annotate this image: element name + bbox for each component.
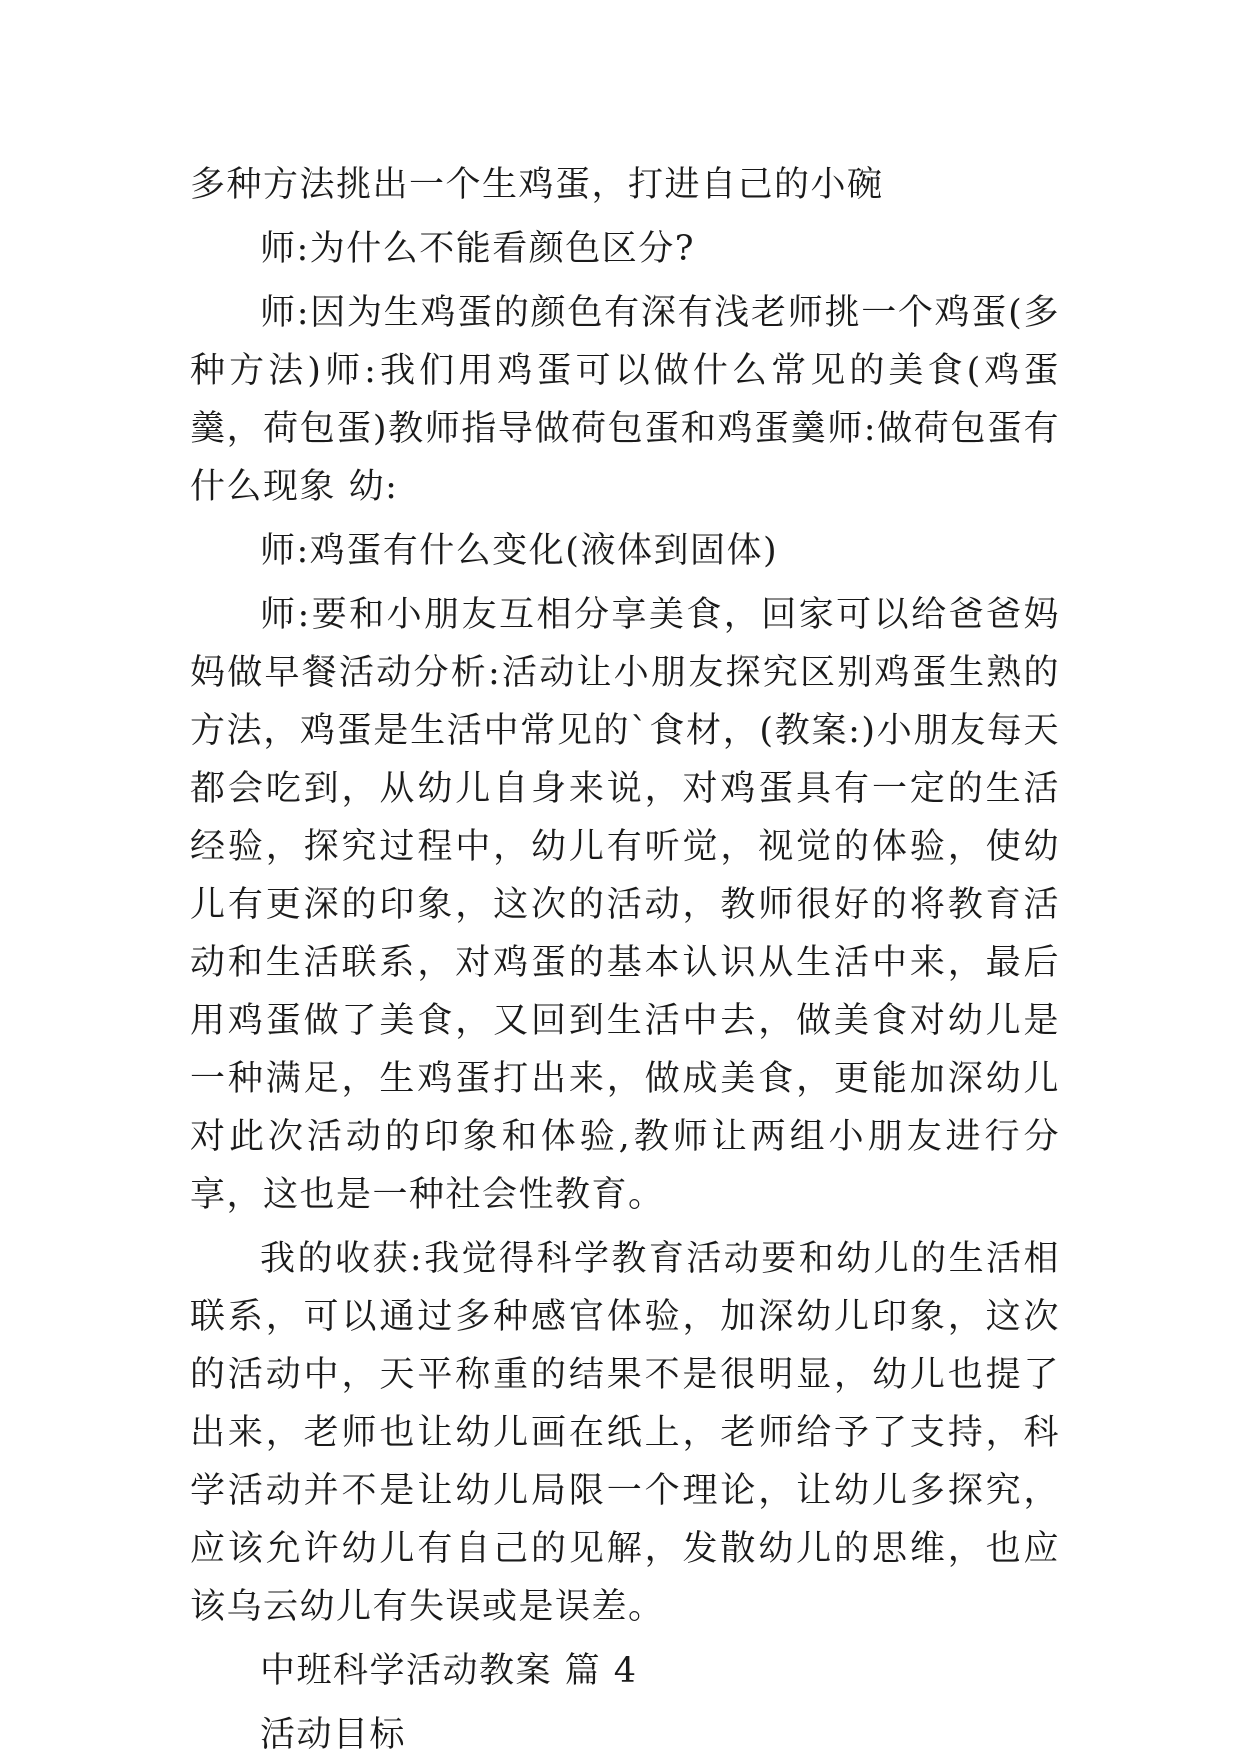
document-body — [190, 156, 1060, 1764]
paragraph-5: 师:要和小朋友互相分享美食，回家可以给爸爸妈妈做早餐活动分析:活动让小朋友探究区别鸡蛋生熟的方法，鸡蛋是生活中常见的`食材，(教案:)小朋友每天都会吃到，从幼儿自身来说，对鸡蛋具有一定的生活经验，探究过程中，幼儿有听觉，视觉的体验，使幼儿有更深的印象，这次的活动，教师很好的将教育活动和生活联系，对鸡蛋的基本认识从生活中来，最后用鸡蛋做了美食，又回到生活中去，做美食对幼儿是一种满足，生鸡蛋打出来，做成美食，更能加深幼儿对此次活动的印象和体验,教师让两组小朋友进行分享，这也是一种社会性教育。 — [190, 595, 1060, 1215]
section-heading: 中班科学活动教案 篇 4 — [260, 1651, 638, 1691]
paragraph-4: 师:鸡蛋有什么变化(液体到固体) — [260, 531, 779, 571]
paragraph-3: 师:因为生鸡蛋的颜色有深有浅老师挑一个鸡蛋(多种方法)师:我们用鸡蛋可以做什么常见的美食(鸡蛋羹，荷包蛋)教师指导做荷包蛋和鸡蛋羹师:做荷包蛋有什么现象 幼: — [190, 293, 1060, 507]
subsection-heading: 活动目标 — [260, 1715, 407, 1755]
paragraph-2: 师:为什么不能看颜色区分? — [260, 229, 696, 269]
paragraph-1: 多种方法挑出一个生鸡蛋，打进自己的小碗 — [190, 165, 884, 205]
paragraph-6: 我的收获:我觉得科学教育活动要和幼儿的生活相联系，可以通过多种感官体验，加深幼儿印象，这次的活动中，天平称重的结果不是很明显，幼儿也提了出来，老师也让幼儿画在纸上，老师给予了支持，科学活动并不是让幼儿局限一个理论，让幼儿多探究，应该允许幼儿有自己的见解，发散幼儿的思维，也应该乌云幼儿有失误或是误差。 — [190, 1239, 1060, 1627]
